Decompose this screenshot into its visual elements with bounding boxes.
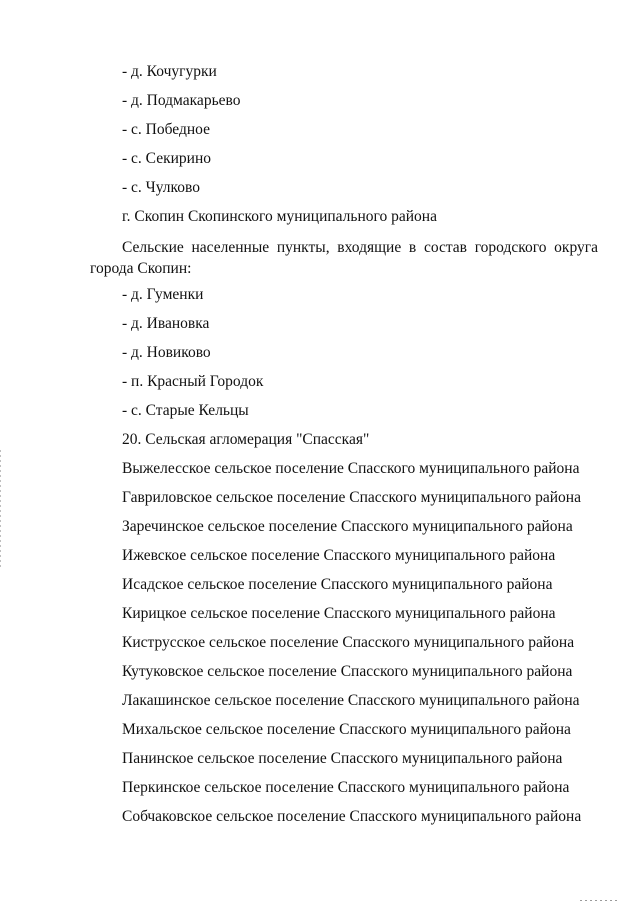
- settlement-item: Выжелесское сельское поселение Спасского муниципального района: [122, 460, 580, 477]
- list-item: - п. Красный Городок: [122, 373, 264, 390]
- settlement-item: Исадское сельское поселение Спасского муниципального района: [122, 576, 553, 593]
- scan-edge-mark: [0, 450, 1, 570]
- list-item: - д. Кочугурки: [122, 63, 217, 80]
- section-heading: 20. Сельская агломерация "Спасская": [122, 431, 370, 448]
- settlement-item: Заречинское сельское поселение Спасского муниципального района: [122, 518, 573, 535]
- scan-footer-mark: [580, 900, 620, 901]
- section-heading: г. Скопин Скопинского муниципального района: [122, 208, 437, 225]
- list-item: - д. Гуменки: [122, 286, 204, 303]
- list-item: - с. Секирино: [122, 150, 211, 167]
- settlement-item: Панинское сельское поселение Спасского муниципального района: [122, 750, 563, 767]
- settlement-item: Киструсское сельское поселение Спасского муниципального района: [122, 634, 575, 651]
- list-item: - с. Победное: [122, 121, 210, 138]
- settlement-item: Лакашинское сельское поселение Спасского муниципального района: [122, 692, 580, 709]
- settlement-item: Собчаковское сельское поселение Спасского муниципального района: [122, 808, 582, 825]
- paragraph: Сельские населенные пункты, входящие в состав городского округа города Скопин:: [90, 239, 598, 277]
- list-item: - с. Чулково: [122, 179, 200, 196]
- settlement-item: Кутуковское сельское поселение Спасского муниципального района: [122, 663, 573, 680]
- list-item: - с. Старые Кельцы: [122, 402, 249, 419]
- settlement-item: Михальское сельское поселение Спасского муниципального района: [122, 721, 571, 738]
- settlement-item: Кирицкое сельское поселение Спасского муниципального района: [122, 605, 556, 622]
- settlement-item: Ижевское сельское поселение Спасского муниципального района: [122, 547, 556, 564]
- settlement-item: Гавриловское сельское поселение Спасского муниципального района: [122, 489, 581, 506]
- settlement-item: Перкинское сельское поселение Спасского муниципального района: [122, 779, 570, 796]
- list-item: - д. Новиково: [122, 344, 211, 361]
- list-item: - д. Ивановка: [122, 315, 210, 332]
- list-item: - д. Подмакарьево: [122, 92, 241, 109]
